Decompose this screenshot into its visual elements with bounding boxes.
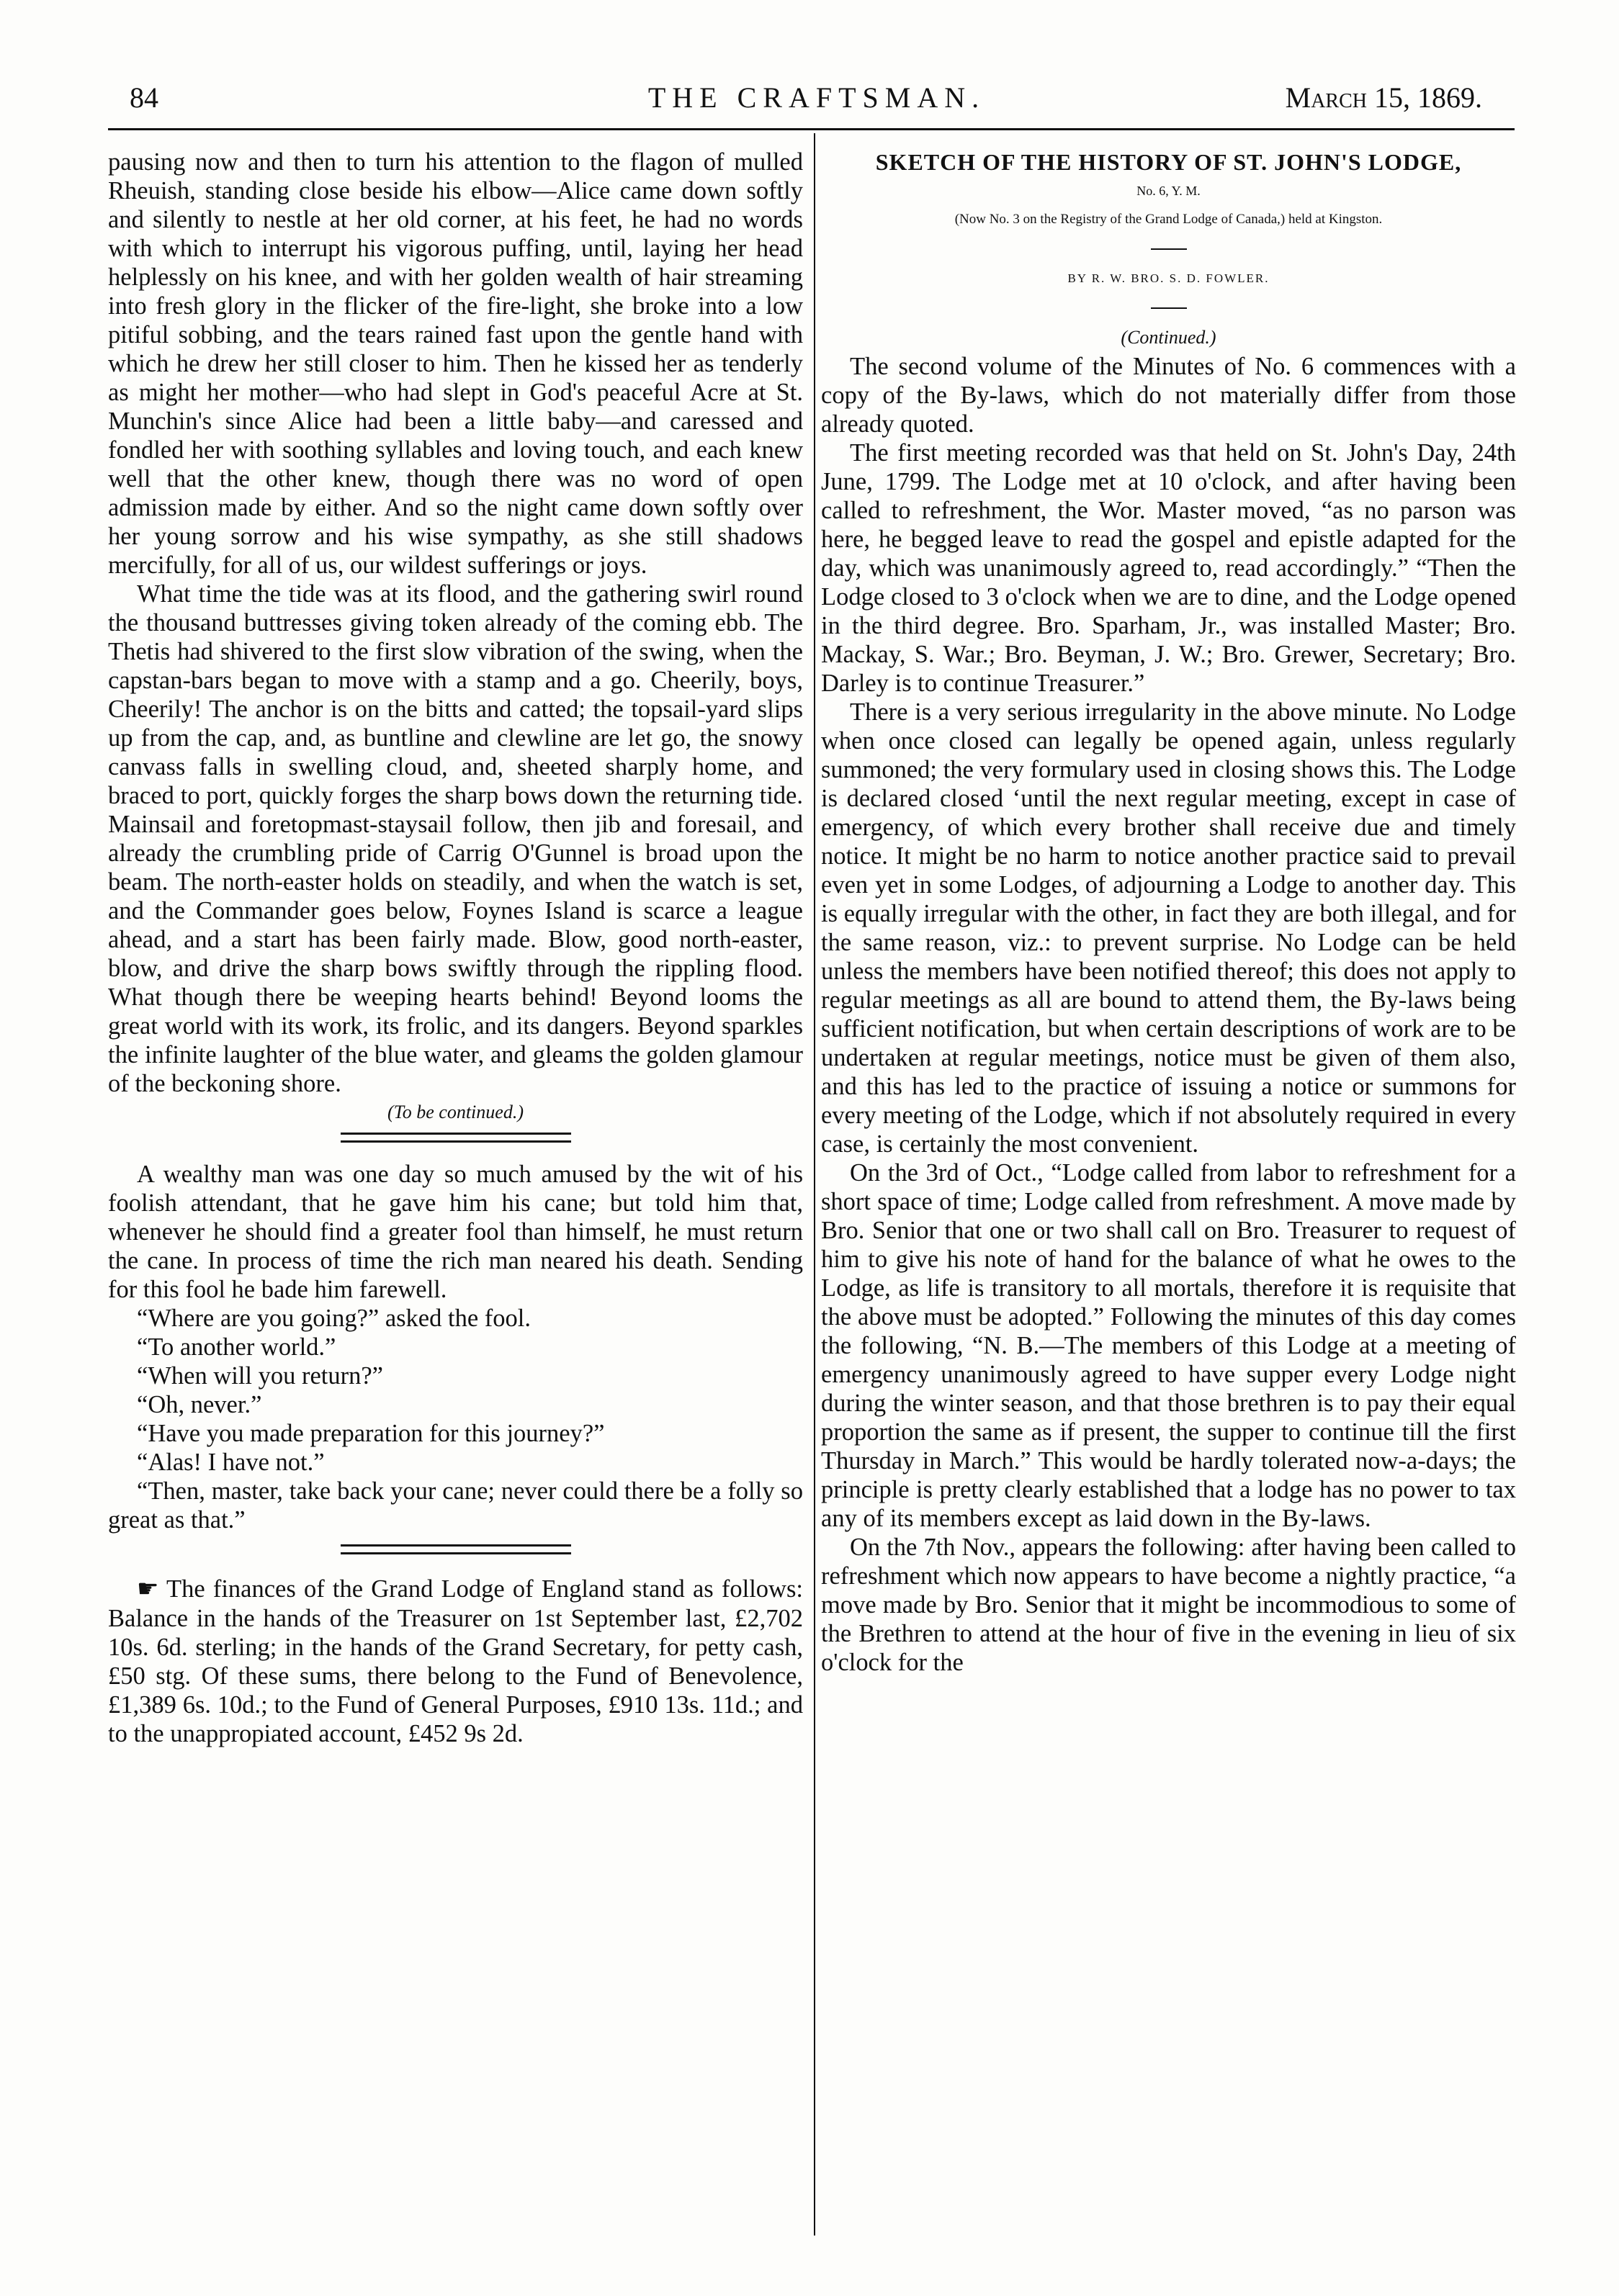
right-column (821, 148, 1516, 1677)
byline: BY R. W. BRO. S. D. FOWLER. (1067, 271, 1270, 285)
pointing-hand-icon: ☛ (137, 1576, 159, 1603)
dialogue-line: “To another world.” (137, 1333, 336, 1361)
dialogue-line: “Oh, never.” (137, 1391, 262, 1418)
section-double-rule (341, 1544, 571, 1554)
article-paragraph: On the 7th Nov., appears the following: after having been called to refreshment which now appears to have become a nightly practice, “a move made by Bro. Senior that it might be incommodious to some of the Brethren to attend at the hour of five in the evening in lieu of six o'clock for the (821, 1534, 1516, 1676)
journal-title: THE CRAFTSMAN. (647, 81, 986, 114)
column-divider (814, 133, 815, 2236)
anecdote-paragraph: A wealthy man was one day so much amused by the wit of his foolish attendant, that he gave him his cane; but told him that, whenever he should find a greater fool than himself, he must return the cane. In process of time the rich man neared his death. Sending for this fool he bade him farewell. (108, 1161, 803, 1303)
finances-text: The finances of the Grand Lodge of England stand as follows: Balance in the hands of the Treasurer on 1st September last, £2,702 10s. 6d. sterling; in the hands of the Grand Secretary, for petty cash, £50 stg. Of these sums, there belong to the Fund of Benevolence, £1,389 6s. 10d.; to the Fund of General Purposes, £910 13s. 11d.; and to the unappropiated account, £452 9s 2d. (108, 1575, 803, 1747)
article-title: SKETCH OF THE HISTORY OF ST. JOHN'S LODGE, (875, 149, 1462, 175)
to-be-continued: (To be continued.) (387, 1102, 524, 1122)
continued-label: (Continued.) (1121, 327, 1216, 348)
dialogue-line: “When will you return?” (137, 1362, 383, 1390)
article-subtitle: No. 6, Y. M. (1136, 184, 1201, 198)
story-paragraph: What time the tide was at its flood, and the gathering swirl round the thousand buttresses giving token already of the coming ebb. The Thetis had shivered to the first slow vibration of the swing, when the capstan-bars began to move with a stamp and a go. Cheerily, boys, Cheerily! The anchor is on the bitts and catted; the topsail-yard slips up from the cap, and, as buntline and clewline are let go, the snowy canvass falls in swelling cloud, and, sheeted sharply home, and braced to port, quickly forges the sharp bows down the returning tide. Mainsail and foretopmast-staysail follow, then jib and foresail, and already the crumbling pride of Carrig O'Gunnel is broad upon the beam. The north-easter holds on steadily, and when the watch is set, and the Commander goes below, Foynes Island is scarce a league ahead, and a start has been fairly made. Blow, good north-easter, blow, and drive the sharp bows swiftly through the rippling flood. What though there be weeping hearts behind! Beyond looms the great world with its work, its frolic, and its dangers. Beyond sparkles the infinite laughter of the blue water, and gleams the golden glamour of the beckoning shore. (108, 580, 803, 1097)
dialogue-line: “Have you made preparation for this journey?” (137, 1420, 605, 1447)
article-paragraph: On the 3rd of Oct., “Lodge called from labor to refreshment for a short space of time; Lodge called from refreshment. A move made by Bro. Senior that one or two shall call on Bro. Treasurer to request of him to give his note of hand for the balance of what he owes to the Lodge, as life is transitory to all mortals, therefore it is requisite that the above must be adopted.” Following the minutes of this day comes the following, “N. B.—The members of this Lodge at a meeting of emergency unanimously agreed to have supper every Lodge night during the winter season, and that those brethren is to pay their equal proportion the same as if present, the supper to continue till the first Thursday in March.” This would be hardly tolerated now-a-days; the principle is pretty clearly established that a lodge has no power to tax any of its members except as laid down in the By-laws. (821, 1159, 1516, 1532)
article-note: (Now No. 3 on the Registry of the Grand Lodge of Canada,) held at Kingston. (954, 212, 1383, 227)
issue-date: March 15, 1869. (1285, 81, 1482, 114)
header-rule (108, 128, 1515, 130)
finances-paragraph (108, 1575, 803, 1748)
left-column (108, 148, 803, 1748)
article-paragraph: The first meeting recorded was that held on St. John's Day, 24th June, 1799. The Lodge met at 10 o'clock, and after having been called to refreshment, the Wor. Master moved, “as no parson was here, he begged leave to read the gospel and epistle adapted for the day, which was unanimously agreed to, read accordingly.” “Then the Lodge closed to 3 o'clock when we are to dine, and the Lodge opened in the third degree. Bro. Sparham, Jr., was installed Master; Bro. Mackay, S. War.; Bro. Beyman, J. W.; Bro. Grewer, Secretary; Bro. Darley is to continue Treasurer.” (821, 439, 1516, 697)
running-header (122, 81, 1511, 124)
story-paragraph: pausing now and then to turn his attention to the flagon of mulled Rheuish, standing close beside his elbow—Alice came down softly and silently to nestle at her old corner, at his feet, he had no words with which to interrupt his vigorous puffing, until, laying her head helplessly on his knee, and with her golden wealth of hair streaming into fresh glory in the flicker of the fire-light, she broke into a low pitiful sobbing, and the tears rained fast upon the gentle hand with which he drew her still closer to him. Then he kissed her as tenderly as might her mother—who had slept in God's peaceful Acre at St. Munchin's since Alice had been a little baby—and caressed and fondled her with soothing syllables and loving touch, and each knew well that the other knew, though there was no word of open admission made by either. And so the night came down softly over her young sorrow and his wise sympathy, as she still shadows mercifully, for all of us, our wildest sufferings or joys. (108, 148, 803, 579)
dialogue-line: “Alas! I have not.” (137, 1449, 325, 1476)
dialogue-line: “Where are you going?” asked the fool. (137, 1305, 531, 1332)
short-rule (1151, 248, 1187, 250)
page-number: 84 (130, 81, 158, 114)
article-paragraph: There is a very serious irregularity in the above minute. No Lodge when once closed can legally be opened again, unless regularly summoned; the very formulary used in closing shows this. The Lodge is declared closed ‘until the next regular meeting, except in case of emergency, of which every brother shall receive due and timely notice. It might be no harm to notice another practice said to prevail even yet in some Lodges, of adjourning a Lodge to another day. This is equally irregular with the other, in fact they are both illegal, and for the same reason, viz.: to prevent surprise. No Lodge can be held unless the members have been notified thereof; this does not apply to regular meetings as all are bound to attend them, the By-laws being sufficient notification, but when certain descriptions of work are to be undertaken at regular meetings, notice must be given of them also, and this has led to the practice of issuing a notice or summons for every meeting of the Lodge, which if not absolutely required in every case, is certainly the most convenient. (821, 698, 1516, 1158)
short-rule (1151, 307, 1187, 309)
dialogue-line: “Then, master, take back your cane; never could there be a folly so great as that.” (108, 1477, 803, 1534)
article-paragraph: The second volume of the Minutes of No. 6 commences with a copy of the By-laws, which do not materially differ from those already quoted. (821, 353, 1516, 438)
section-double-rule (341, 1133, 571, 1143)
